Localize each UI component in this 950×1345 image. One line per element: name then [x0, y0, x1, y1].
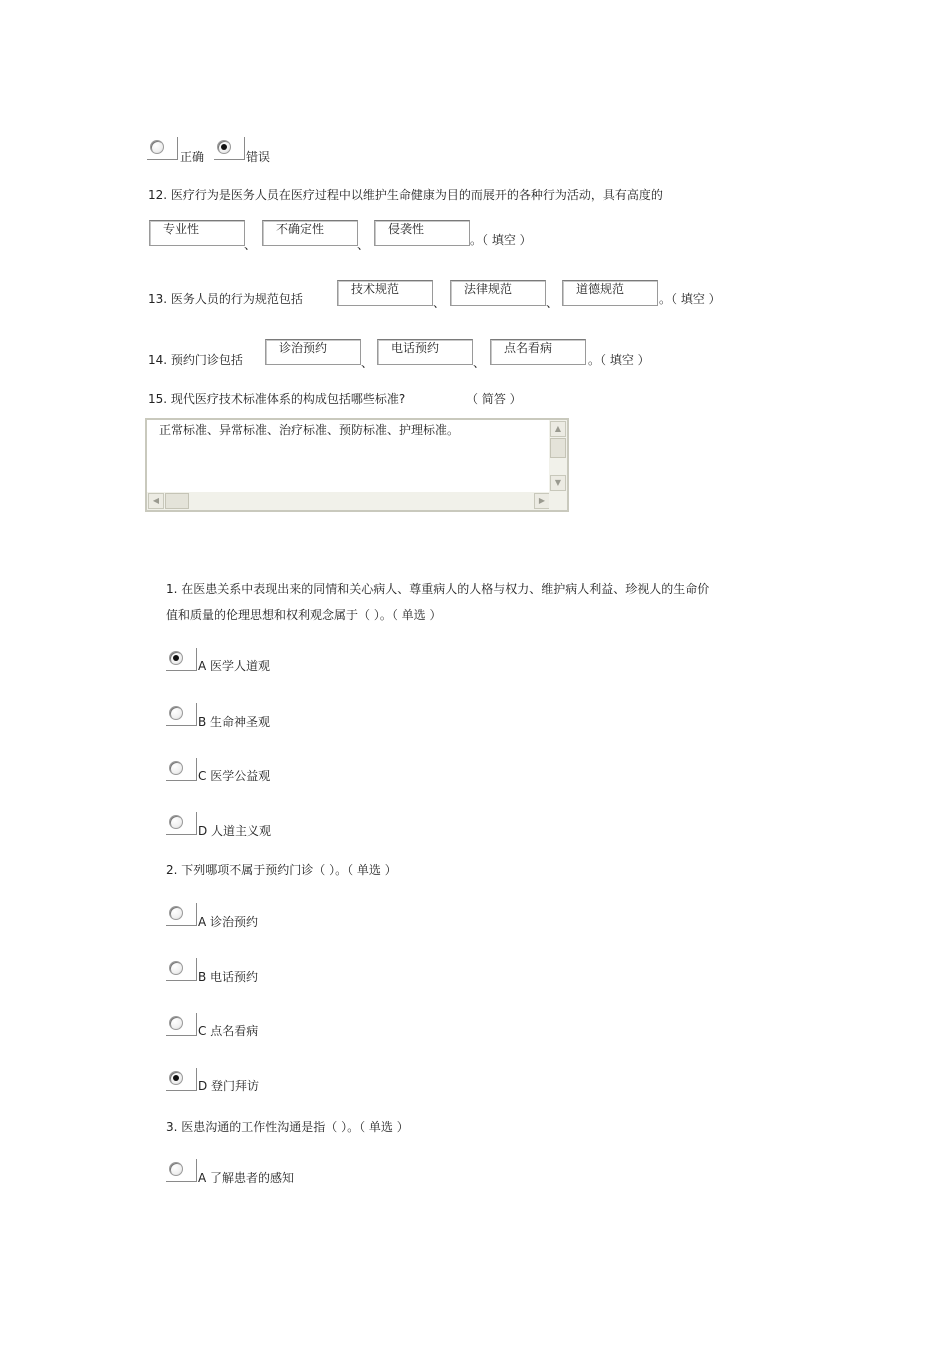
s2-line1: 2. 下列哪项不属于预约门诊（ ）。（ 单选 ） [166, 863, 397, 877]
s1-radio-d[interactable] [169, 815, 183, 829]
q12-text: 12. 医疗行为是医务人员在医疗过程中以维护生命健康为目的而展开的各种行为活动，具有高度的 [148, 188, 663, 202]
q13-blank-3[interactable] [562, 280, 658, 306]
q13-answer-2: 法律规范 [464, 282, 513, 296]
s2-option-c-wrap[interactable] [166, 1013, 198, 1037]
s1-label-d: D 人道主义观 [198, 824, 272, 838]
horizontal-scroll-thumb[interactable] [165, 493, 189, 509]
separator: 、 [244, 238, 257, 252]
separator: 、 [433, 296, 446, 310]
s2-radio-c[interactable] [169, 1016, 183, 1030]
scrollbar-corner [549, 492, 567, 510]
vertical-scrollbar[interactable] [549, 420, 567, 492]
s3-radio-a[interactable] [169, 1162, 183, 1176]
s2-radio-a[interactable] [169, 906, 183, 920]
q12-blank-1[interactable] [149, 220, 245, 246]
q14-blank-2[interactable] [377, 339, 473, 365]
s1-radio-c[interactable] [169, 761, 183, 775]
s1-radio-b[interactable] [169, 706, 183, 720]
q15-answer-textarea[interactable] [145, 418, 569, 512]
q14-text: 14. 预约门诊包括 [148, 353, 243, 367]
q11-label-wrong: 错误 [246, 150, 271, 164]
q12-answer-3: 侵袭性 [388, 222, 425, 236]
s1-option-b-wrap[interactable] [166, 703, 198, 727]
q15-text: 15. 现代医疗技术标准体系的构成包括哪些标准? [148, 392, 406, 406]
q14-answer-1: 诊治预约 [279, 341, 328, 355]
s1-option-c-wrap[interactable] [166, 758, 198, 782]
s3-option-a-wrap[interactable] [166, 1159, 198, 1183]
q14-answer-3: 点名看病 [504, 341, 553, 355]
s1-line1: 1. 在医患关系中表现出来的同情和关心病人、尊重病人的人格与权力、维护病人利益、珍视人的生命价 [166, 582, 710, 596]
q11-radio-correct[interactable] [150, 140, 164, 154]
q13-blank-2[interactable] [450, 280, 546, 306]
q11-label-correct: 正确 [180, 150, 205, 164]
s3-label-a: A 了解患者的感知 [198, 1171, 295, 1185]
s1-radio-a[interactable] [169, 651, 183, 665]
q15-type: （ 简答 ） [466, 392, 522, 406]
s2-option-b-wrap[interactable] [166, 958, 198, 982]
q13-text: 13. 医务人员的行为规范包括 [148, 292, 303, 306]
scroll-up-icon[interactable]: ▲ [550, 421, 566, 437]
horizontal-scrollbar[interactable] [147, 492, 551, 510]
scroll-right-icon[interactable]: ▶ [534, 493, 550, 509]
s1-label-b: B 生命神圣观 [198, 715, 271, 729]
separator: 、 [473, 356, 486, 370]
q13-tail: 。（ 填空 ） [659, 292, 721, 306]
q13-answer-1: 技术规范 [351, 282, 400, 296]
vertical-scroll-thumb[interactable] [550, 438, 566, 458]
q14-blank-1[interactable] [265, 339, 361, 365]
s2-radio-d[interactable] [169, 1071, 183, 1085]
s2-option-a-wrap[interactable] [166, 903, 198, 927]
q13-blank-1[interactable] [337, 280, 433, 306]
scroll-left-icon[interactable]: ◀ [148, 493, 164, 509]
q15-answer-text: 正常标准、异常标准、治疗标准、预防标准、护理标准。 [159, 423, 460, 437]
q14-tail: 。（ 填空 ） [588, 353, 650, 367]
s2-radio-b[interactable] [169, 961, 183, 975]
q12-blank-2[interactable] [262, 220, 358, 246]
s1-line2: 值和质量的伦理思想和权利观念属于（ ）。（ 单选 ） [166, 608, 442, 622]
s2-label-c: C 点名看病 [198, 1024, 259, 1038]
q13-answer-3: 道德规范 [576, 282, 625, 296]
s3-line1: 3. 医患沟通的工作性沟通是指（ ）。（ 单选 ） [166, 1120, 409, 1134]
q12-tail: 。（ 填空 ） [470, 233, 532, 247]
s2-label-d: D 登门拜访 [198, 1079, 260, 1093]
q12-answer-1: 专业性 [163, 222, 200, 236]
q12-answer-2: 不确定性 [276, 222, 325, 236]
s2-label-b: B 电话预约 [198, 970, 259, 984]
q14-answer-2: 电话预约 [391, 341, 440, 355]
s1-option-a-wrap[interactable] [166, 648, 198, 672]
separator: 、 [546, 296, 559, 310]
q12-blank-3[interactable] [374, 220, 470, 246]
q11-radio-wrong[interactable] [217, 140, 231, 154]
s1-label-c: C 医学公益观 [198, 769, 271, 783]
q11-radio-correct-wrap[interactable] [147, 137, 179, 161]
q14-blank-3[interactable] [490, 339, 586, 365]
q11-radio-wrong-wrap[interactable] [214, 137, 246, 161]
s1-option-d-wrap[interactable] [166, 812, 198, 836]
s2-option-d-wrap[interactable] [166, 1068, 198, 1092]
separator: 、 [361, 356, 374, 370]
separator: 、 [357, 238, 370, 252]
scroll-down-icon[interactable]: ▼ [550, 475, 566, 491]
s2-label-a: A 诊治预约 [198, 915, 259, 929]
s1-label-a: A 医学人道观 [198, 659, 271, 673]
